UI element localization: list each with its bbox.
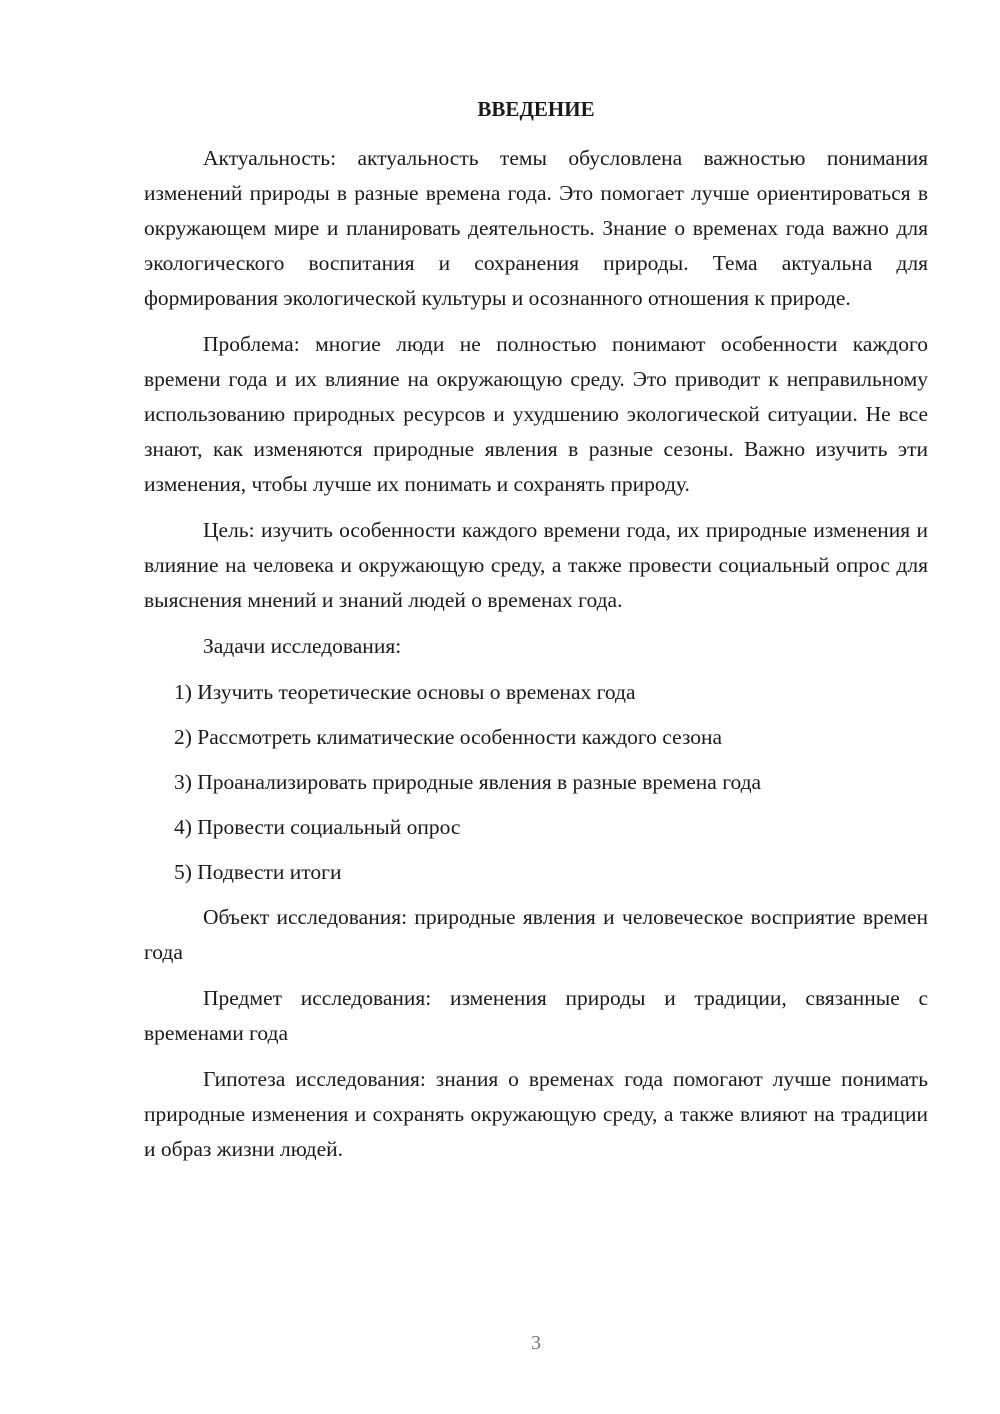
- list-item: 3) Проанализировать природные явления в разные времена года: [174, 770, 762, 794]
- list-item: 5) Подвести итоги: [174, 860, 342, 884]
- list-item: 1) Изучить теоретические основы о временах года: [174, 680, 636, 704]
- tasks-list: [144, 675, 928, 890]
- document-page: [144, 92, 928, 1178]
- list-item: 4) Провести социальный опрос: [174, 815, 461, 839]
- paragraph-relevance: Актуальность: актуальность темы обусловлена важностью понимания изменений природы в разные времена года. Это помогает лучше ориентироваться в окружающем мире и планировать деятельность. Знание о временах года важно для экологического воспитания и сохранения природы. Тема актуальна для формирования экологической культуры и осознанного отношения к природе.: [144, 146, 928, 310]
- tasks-heading: Задачи исследования:: [203, 634, 402, 658]
- paragraph-subject: Предмет исследования: изменения природы и традиции, связанные с временами года: [144, 986, 928, 1045]
- list-item: 2) Рассмотреть климатические особенности каждого сезона: [174, 725, 723, 749]
- paragraph-problem: Проблема: многие люди не полностью понимают особенности каждого времени года и их влияние на окружающую среду. Это приводит к неправильному использованию природных ресурсов и ухудшению экологической ситуации. Не все знают, как изменяются природные явления в разные сезоны. Важно изучить эти изменения, чтобы лучше их понимать и сохранять природу.: [144, 332, 928, 496]
- paragraph-hypothesis: Гипотеза исследования: знания о временах года помогают лучше понимать природные изменения и сохранять окружающую среду, а также влияют на традиции и образ жизни людей.: [144, 1067, 928, 1161]
- paragraph-goal: Цель: изучить особенности каждого времени года, их природные изменения и влияние на человека и окружающую среду, а также провести социальный опрос для выяснения мнений и знаний людей о временах года.: [144, 518, 928, 612]
- page-number: 3: [531, 1332, 541, 1354]
- page-title: ВВЕДЕНИЕ: [477, 97, 595, 121]
- paragraph-object: Объект исследования: природные явления и человеческое восприятие времен года: [144, 905, 928, 964]
